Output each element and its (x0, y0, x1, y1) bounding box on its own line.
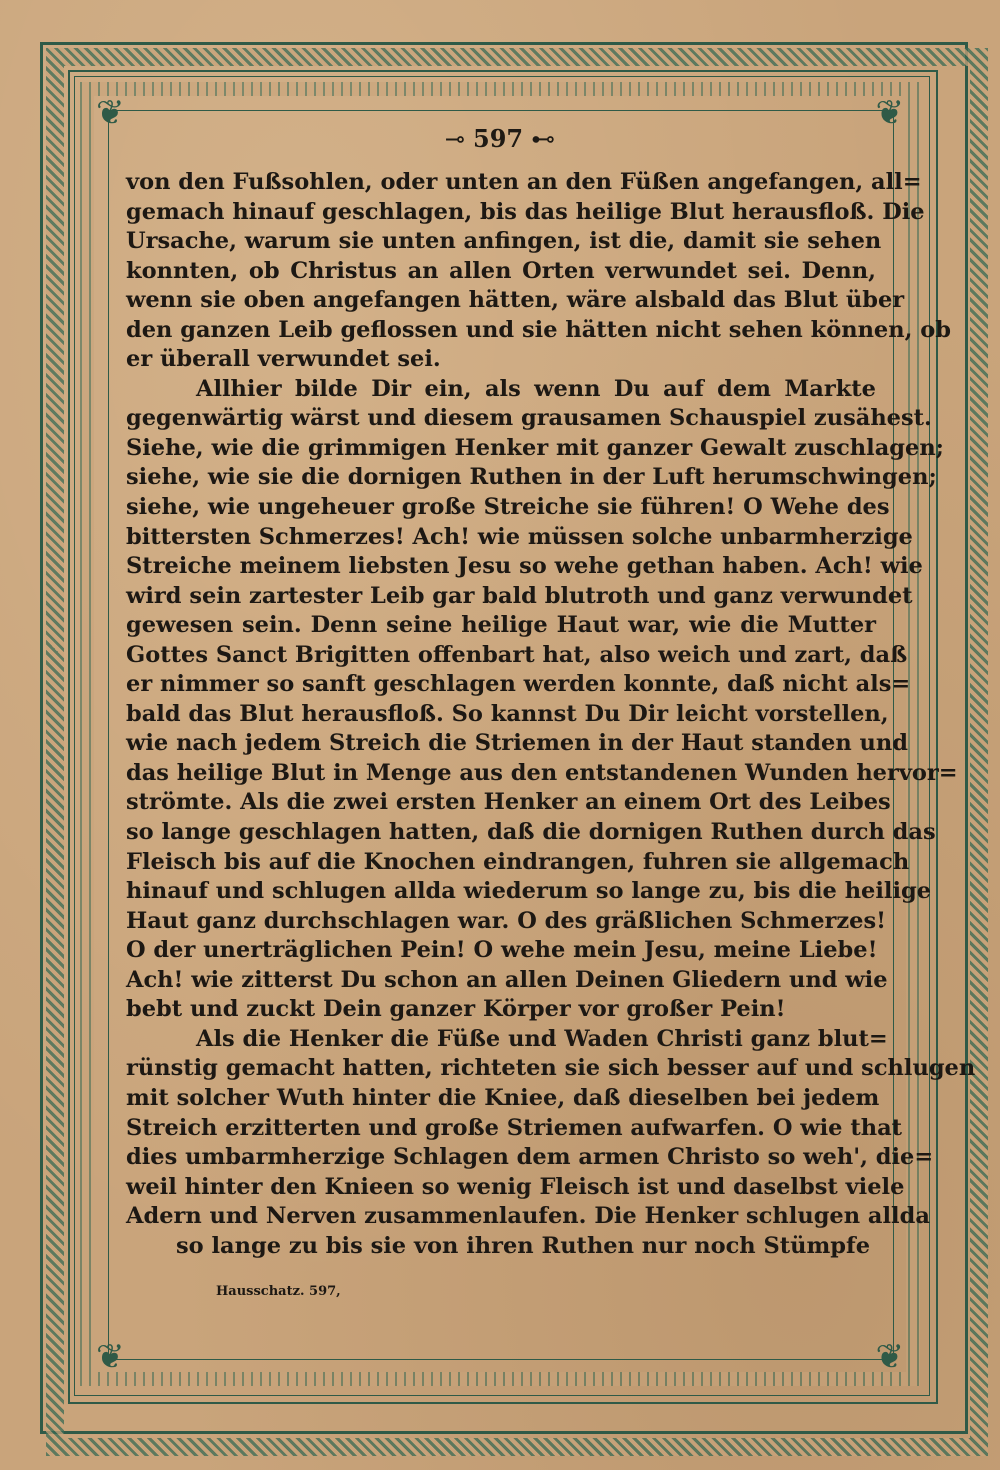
header-ornament-right: ⊷ (531, 125, 556, 153)
text-line: gegenwärtig wärst und diesem grausamen Schauspiel zusähest. (126, 405, 932, 432)
text-line: Haut ganz durchschlagen war. O des gräßlichen Schmerzes! (126, 907, 887, 934)
page-header (0, 124, 1000, 153)
text-line: gemach hinauf geschlagen, bis das heilige Blut herausfloß. Die (126, 198, 925, 225)
text-line: bald das Blut herausfloß. So kannst Du Dir leicht vorstellen, (126, 700, 889, 727)
text-line: hinauf und schlugen allda wiederum so lange zu, bis die heilige (126, 878, 932, 905)
catchline: so lange zu bis sie von ihren Ruthen nur noch Stümpfe (175, 1232, 871, 1259)
text-line: Siehe, wie die grimmigen Henker mit ganzer Gewalt zuschlagen; (126, 434, 944, 461)
page-number: 597 (473, 124, 524, 153)
text-line: bebt und zuckt Dein ganzer Körper vor großer Pein! (126, 996, 786, 1023)
text-line: Ach! wie zitterst Du schon an allen Deinen Gliedern und wie (126, 966, 888, 993)
text-line: strömte. Als die zwei ersten Henker an einem Ort des Leibes (126, 789, 891, 816)
text-line: mit solcher Wuth hinter die Kniee, daß dieselben bei jedem (126, 1084, 880, 1111)
text-line: er überall verwundet sei. (126, 346, 441, 373)
text-line: Streich erzitterten und große Striemen aufwarfen. O wie that (126, 1114, 903, 1141)
corner-ornament-bottom-left: ❦ (96, 1337, 125, 1377)
printer-signature: Hausschatz. 597, (216, 1284, 341, 1299)
text-line: Adern und Nerven zusammenlaufen. Die Henker schlugen allda (126, 1203, 930, 1230)
text-line: gewesen sein. Denn seine heilige Haut war, wie die Mutter (126, 612, 876, 639)
corner-ornament-top-right: ❦ (875, 93, 904, 133)
text-line: Streiche meinem liebsten Jesu so wehe gethan haben. Ach! wie (126, 553, 923, 580)
text-line: siehe, wie sie die dornigen Ruthen in der Luft herumschwingen; (126, 464, 937, 491)
text-line: dies umbarmherzige Schlagen dem armen Christo so weh', die= (126, 1144, 934, 1171)
text-line: wie nach jedem Streich die Striemen in der Haut standen und (126, 730, 908, 757)
text-line: den ganzen Leib geflossen und sie hätten nicht sehen können, ob (126, 316, 952, 343)
text-line: Als die Henker die Füße und Waden Christi ganz blut= (196, 1025, 888, 1052)
body-text (126, 168, 976, 1261)
text-line: so lange geschlagen hatten, daß die dornigen Ruthen durch das (126, 819, 936, 846)
text-line: wird sein zartester Leib gar bald blutroth und ganz verwundet (126, 582, 913, 609)
text-line: O der unerträglichen Pein! O wehe mein Jesu, meine Liebe! (126, 937, 878, 964)
text-line: weil hinter den Knieen so wenig Fleisch ist und daselbst viele (126, 1173, 905, 1200)
text-line: das heilige Blut in Menge aus den entstandenen Wunden hervor= (126, 759, 958, 786)
text-line: Allhier bilde Dir ein, als wenn Du auf dem Markte (196, 375, 876, 402)
text-line: Ursache, warum sie unten anfingen, ist die, damit sie sehen (126, 228, 882, 255)
text-line: rünstig gemacht hatten, richteten sie sich besser auf und schlugen (126, 1055, 976, 1082)
text-line: Fleisch bis auf die Knochen eindrangen, fuhren sie allgemach (126, 848, 910, 875)
text-line: wenn sie oben angefangen hätten, wäre alsbald das Blut über (126, 287, 905, 314)
header-ornament-left: ⊸ (444, 125, 465, 153)
corner-ornament-top-left: ❦ (96, 93, 125, 133)
corner-ornament-bottom-right: ❦ (875, 1337, 904, 1377)
text-line: Gottes Sanct Brigitten offenbart hat, also weich und zart, daß (126, 641, 908, 668)
text-line: er nimmer so sanft geschlagen werden konnte, daß nicht als= (126, 671, 911, 698)
text-line: konnten, ob Christus an allen Orten verwundet sei. Denn, (126, 257, 876, 284)
text-line: bittersten Schmerzes! Ach! wie müssen solche unbarmherzige (126, 523, 913, 550)
text-line: siehe, wie ungeheuer große Streiche sie führen! O Wehe des (126, 494, 890, 521)
text-line: von den Fußsohlen, oder unten an den Füßen angefangen, all= (126, 169, 922, 195)
